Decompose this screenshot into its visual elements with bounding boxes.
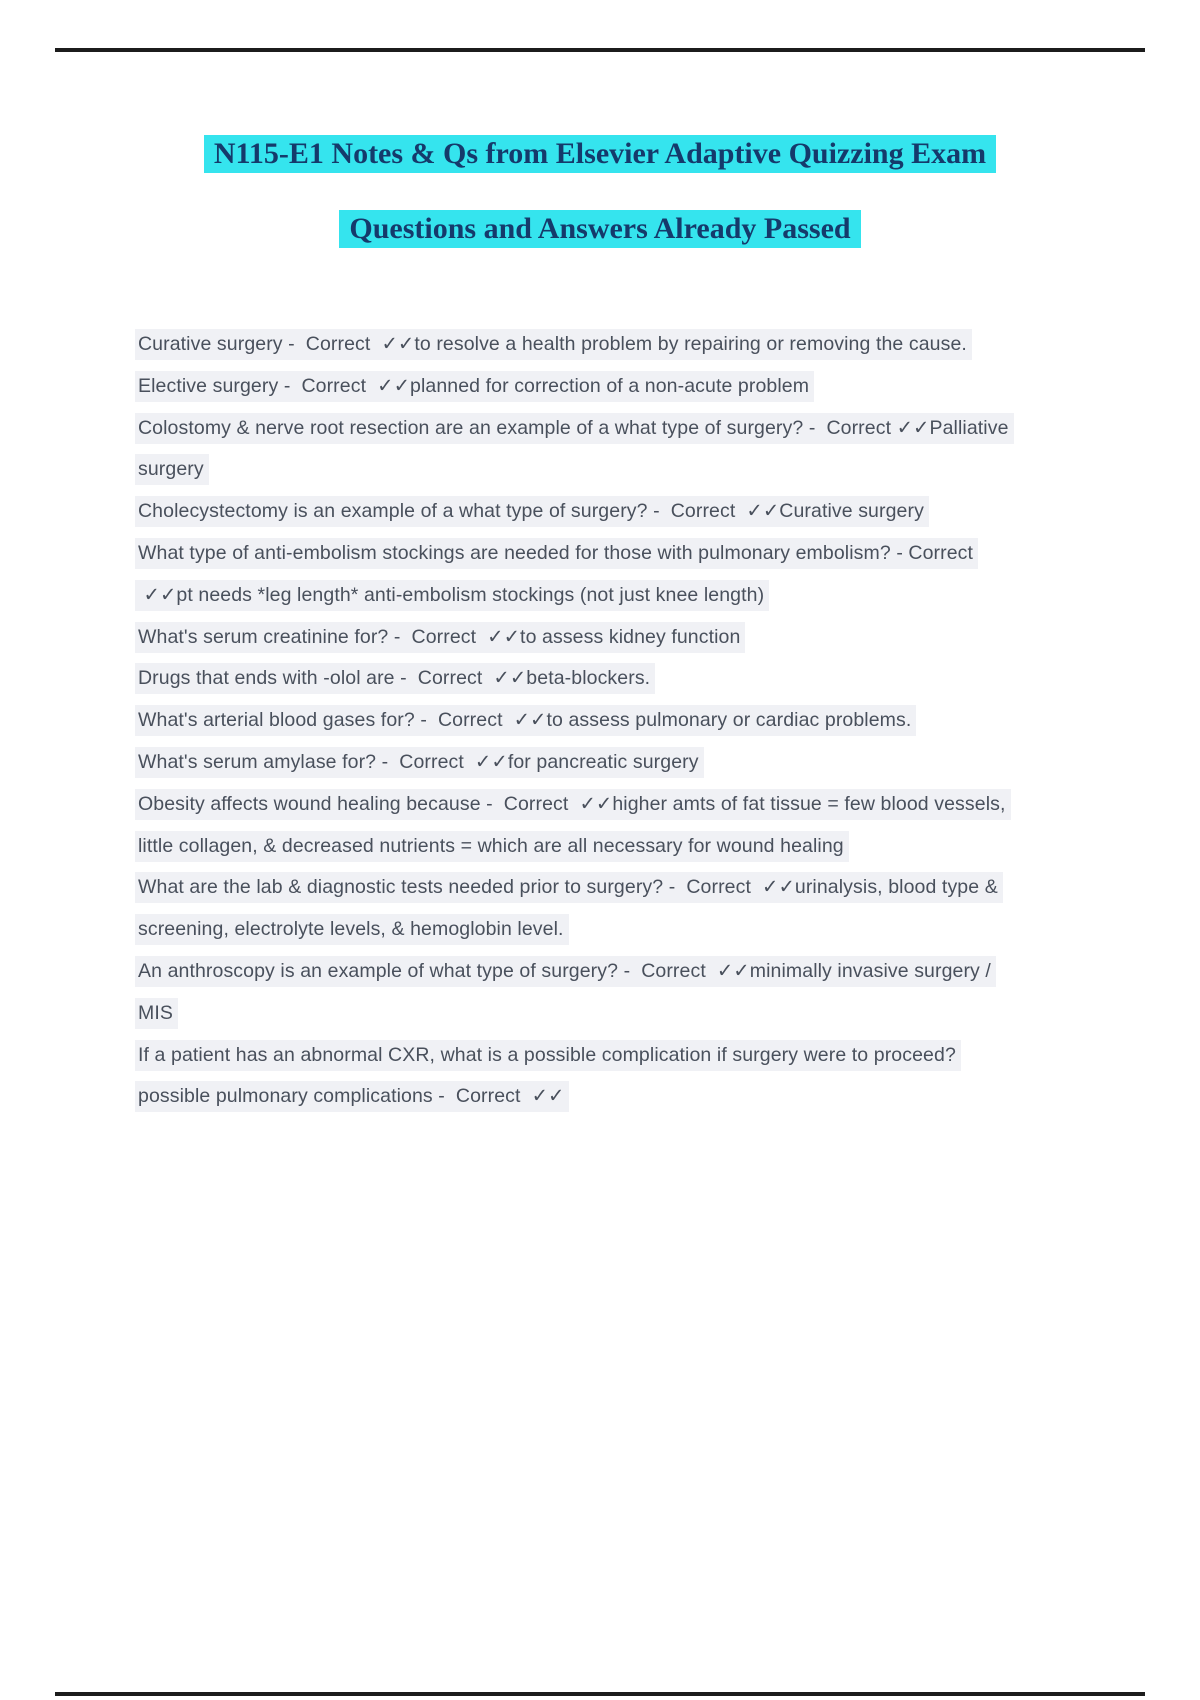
qa-item bbox=[135, 324, 1009, 366]
qa-text: What are the lab & diagnostic tests needed prior to surgery? - Correct ✓✓urinalysis, blood type & screening, electrolyte levels, & hemoglobin level. bbox=[135, 872, 1003, 945]
bottom-horizontal-rule bbox=[55, 1692, 1145, 1696]
qa-text: Cholecystectomy is an example of a what type of surgery? - Correct ✓✓Curative surgery bbox=[135, 496, 929, 527]
qa-item bbox=[135, 784, 1009, 868]
title-block bbox=[0, 133, 1200, 283]
page-title-line-2 bbox=[0, 208, 1200, 250]
qa-item bbox=[135, 658, 1009, 700]
qa-text: What type of anti-embolism stockings are needed for those with pulmonary embolism? - Correct ✓✓pt needs *leg length* anti-embolism stockings (not just knee length) bbox=[135, 538, 978, 611]
title-highlight-1: N115-E1 Notes & Qs from Elsevier Adaptive Quizzing Exam bbox=[204, 135, 996, 173]
qa-text: What's serum amylase for? - Correct ✓✓for pancreatic surgery bbox=[135, 747, 704, 778]
qa-item bbox=[135, 491, 1009, 533]
qa-text: Obesity affects wound healing because - Correct ✓✓higher amts of fat tissue = few blood vessels, little collagen, & decreased nutrients = which are all necessary for wound healing bbox=[135, 789, 1011, 862]
qa-text: Drugs that ends with -olol are - Correct ✓✓beta-blockers. bbox=[135, 663, 655, 694]
top-horizontal-rule bbox=[55, 48, 1145, 52]
qa-item bbox=[135, 533, 1009, 617]
qa-item bbox=[135, 867, 1009, 951]
qa-text: An anthroscopy is an example of what type of surgery? - Correct ✓✓minimally invasive surgery / MIS bbox=[135, 956, 996, 1029]
qa-text: What's arterial blood gases for? - Correct ✓✓to assess pulmonary or cardiac problems. bbox=[135, 705, 916, 736]
title-highlight-2: Questions and Answers Already Passed bbox=[339, 210, 860, 248]
qa-text: Elective surgery - Correct ✓✓planned for correction of a non-acute problem bbox=[135, 371, 814, 402]
page-title-line-1 bbox=[0, 133, 1200, 175]
qa-text: What's serum creatinine for? - Correct ✓✓to assess kidney function bbox=[135, 622, 745, 653]
qa-text: If a patient has an abnormal CXR, what is a possible complication if surgery were to proceed?possible pulmonary complications - Correct ✓✓ bbox=[135, 1040, 961, 1113]
qa-text: Curative surgery - Correct ✓✓to resolve a health problem by repairing or removing the cause. bbox=[135, 329, 972, 360]
qa-item bbox=[135, 951, 1009, 1035]
qa-item bbox=[135, 700, 1009, 742]
qa-item bbox=[135, 617, 1009, 659]
qa-item bbox=[135, 742, 1009, 784]
qa-text: Colostomy & nerve root resection are an example of a what type of surgery? - Correct ✓✓Palliative surgery bbox=[135, 413, 1014, 486]
qa-item bbox=[135, 1035, 1009, 1119]
qa-item bbox=[135, 366, 1009, 408]
qa-list bbox=[135, 324, 1009, 1118]
qa-item bbox=[135, 408, 1009, 492]
